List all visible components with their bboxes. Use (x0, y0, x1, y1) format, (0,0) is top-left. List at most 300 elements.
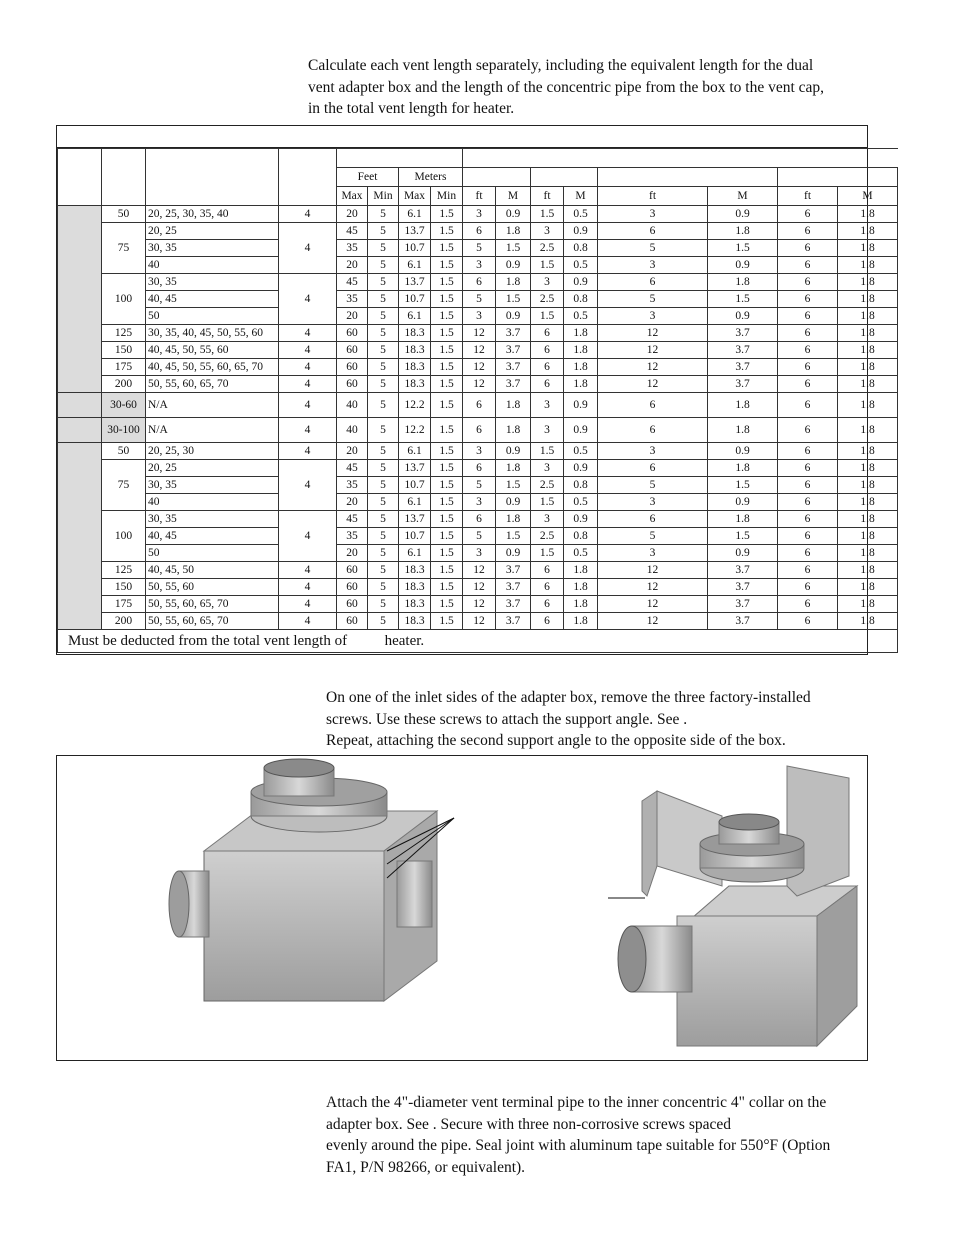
value-cell: 1.8 (838, 393, 898, 418)
value-cell: 1.5 (431, 511, 463, 528)
size-cell: 200 (102, 613, 146, 630)
value-cell: 0.5 (564, 257, 598, 274)
value-cell: 1.8 (838, 613, 898, 630)
para2-line: Repeat, attaching the second support angle to the opposite side of the box. (326, 732, 786, 749)
value-cell: 5 (368, 511, 399, 528)
table-row (58, 494, 898, 511)
value-cell: 1.5 (431, 274, 463, 291)
value-cell: 5 (368, 418, 399, 443)
value-cell: 35 (337, 240, 368, 257)
value-cell: 13.7 (399, 223, 431, 240)
value-cell: 60 (337, 359, 368, 376)
sub-header-cell: Max (399, 187, 431, 206)
value-cell: 6 (531, 359, 564, 376)
vent-size-cell: 4 (279, 223, 337, 274)
value-cell: 60 (337, 325, 368, 342)
model-cell: 20, 25 (146, 223, 279, 240)
value-cell: 5 (368, 359, 399, 376)
value-cell: 1.5 (431, 418, 463, 443)
value-cell: 3.7 (496, 596, 531, 613)
value-cell: 6 (778, 257, 838, 274)
value-cell: 12 (463, 579, 496, 596)
value-cell: 3.7 (708, 613, 778, 630)
value-cell: 45 (337, 274, 368, 291)
value-cell: 1.5 (708, 291, 778, 308)
value-cell: 3.7 (496, 376, 531, 393)
value-cell: 1.8 (564, 359, 598, 376)
value-cell: 5 (368, 613, 399, 630)
value-cell: 45 (337, 223, 368, 240)
vent-size-cell: 4 (279, 393, 337, 418)
value-cell: 5 (368, 223, 399, 240)
intro-line: vent adapter box and the length of the concentric pipe from the box to the vent cap, (308, 78, 825, 96)
value-cell: 12 (598, 613, 708, 630)
table-row (58, 240, 898, 257)
table-row (58, 545, 898, 562)
model-cell: 50 (146, 545, 279, 562)
para2-line: screws. Use these screws to attach the support angle. See . (326, 710, 688, 728)
size-cell: 100 (102, 274, 146, 325)
value-cell: 3.7 (708, 562, 778, 579)
value-cell: 3 (598, 545, 708, 562)
table-row (58, 308, 898, 325)
size-cell: 100 (102, 511, 146, 562)
size-cell: 75 (102, 460, 146, 511)
value-cell: 45 (337, 511, 368, 528)
table-row (58, 393, 898, 418)
value-cell: 1.8 (838, 443, 898, 460)
value-cell: 1.5 (708, 240, 778, 257)
value-cell: 5 (463, 291, 496, 308)
size-cell: 150 (102, 342, 146, 359)
value-cell: 0.5 (564, 494, 598, 511)
model-cell: 30, 35 (146, 511, 279, 528)
para3-line: adapter box. See . Secure with three non-corrosive screws spaced (326, 1115, 731, 1133)
value-cell: 0.5 (564, 206, 598, 223)
value-cell: 1.8 (838, 477, 898, 494)
value-cell: 6 (778, 494, 838, 511)
value-cell: 1.5 (531, 494, 564, 511)
value-cell: 1.5 (431, 579, 463, 596)
value-cell: 3.7 (496, 613, 531, 630)
value-cell: 1.5 (431, 393, 463, 418)
value-cell: 5 (598, 240, 708, 257)
model-cell: 40 (146, 257, 279, 274)
value-cell: 3 (531, 418, 564, 443)
value-cell: 6 (531, 613, 564, 630)
value-cell: 3 (598, 308, 708, 325)
value-cell: 5 (368, 460, 399, 477)
para3-line: Attach the 4"-diameter vent terminal pipe to the inner concentric 4" collar on the (326, 1094, 827, 1111)
value-cell: 6 (778, 223, 838, 240)
sub-header-cell: M (496, 187, 531, 206)
value-cell: 6 (778, 291, 838, 308)
value-cell: 0.9 (564, 223, 598, 240)
value-cell: 3 (463, 545, 496, 562)
terminal-pipe-paragraph (326, 1092, 869, 1178)
value-cell: 3 (598, 206, 708, 223)
value-cell: 0.5 (564, 545, 598, 562)
value-cell: 2.5 (531, 528, 564, 545)
value-cell: 3.7 (496, 562, 531, 579)
value-cell: 35 (337, 477, 368, 494)
vent-size-cell: 4 (279, 596, 337, 613)
value-cell: 1.5 (431, 562, 463, 579)
value-cell: 5 (368, 477, 399, 494)
value-cell: 6.1 (399, 257, 431, 274)
value-cell: 5 (598, 528, 708, 545)
value-cell: 0.9 (564, 393, 598, 418)
value-cell: 45 (337, 460, 368, 477)
value-cell: 60 (337, 562, 368, 579)
value-cell: 20 (337, 206, 368, 223)
vent-size-cell: 4 (279, 359, 337, 376)
value-cell: 3.7 (708, 376, 778, 393)
vent-size-cell: 4 (279, 274, 337, 325)
value-cell: 12 (598, 579, 708, 596)
value-cell: 1.8 (838, 257, 898, 274)
para2-line: On one of the inlet sides of the adapter box, remove the three factory-installed (326, 689, 811, 706)
value-cell: 6 (778, 206, 838, 223)
value-cell: 1.5 (431, 223, 463, 240)
value-cell: 6 (778, 393, 838, 418)
value-cell: 0.9 (564, 418, 598, 443)
value-cell: 20 (337, 443, 368, 460)
table-row (58, 596, 898, 613)
value-cell: 3 (531, 393, 564, 418)
table-row (58, 376, 898, 393)
value-cell: 35 (337, 291, 368, 308)
value-cell: 5 (463, 477, 496, 494)
value-cell: 5 (368, 443, 399, 460)
value-cell: 12 (463, 359, 496, 376)
value-cell: 1.8 (838, 223, 898, 240)
value-cell: 3.7 (496, 579, 531, 596)
group-cell (58, 443, 102, 630)
value-cell: 1.5 (431, 257, 463, 274)
value-cell: 6.1 (399, 443, 431, 460)
value-cell: 5 (463, 240, 496, 257)
value-cell: 6 (598, 460, 708, 477)
size-cell: 75 (102, 223, 146, 274)
value-cell: 1.5 (431, 291, 463, 308)
value-cell: 18.3 (399, 359, 431, 376)
group-cell (58, 393, 102, 418)
adapter-box-illustrations (57, 756, 867, 1060)
value-cell: 6 (778, 240, 838, 257)
table-row (58, 460, 898, 477)
model-cell: 40, 45, 50, 55, 60 (146, 342, 279, 359)
value-cell: 0.8 (564, 291, 598, 308)
value-cell: 1.8 (838, 528, 898, 545)
value-cell: 12 (598, 359, 708, 376)
sub-header-cell: M (708, 187, 778, 206)
value-cell: 6 (778, 460, 838, 477)
value-cell: 6 (778, 613, 838, 630)
value-cell: 18.3 (399, 596, 431, 613)
table-row (58, 528, 898, 545)
value-cell: 60 (337, 376, 368, 393)
vent-length-table (56, 125, 875, 655)
value-cell: 5 (368, 206, 399, 223)
value-cell: 1.5 (531, 257, 564, 274)
table-row (58, 418, 898, 443)
value-cell: 3 (531, 460, 564, 477)
value-cell: 12 (598, 376, 708, 393)
value-cell: 10.7 (399, 528, 431, 545)
value-cell: 3 (598, 443, 708, 460)
value-cell: 3 (463, 257, 496, 274)
value-cell: 1.8 (838, 274, 898, 291)
table-row (58, 274, 898, 291)
value-cell: 20 (337, 545, 368, 562)
size-cell: 150 (102, 579, 146, 596)
value-cell: 0.9 (708, 257, 778, 274)
value-cell: 1.8 (838, 308, 898, 325)
value-cell: 3 (598, 257, 708, 274)
value-cell: 6.1 (399, 308, 431, 325)
value-cell: 1.5 (431, 325, 463, 342)
value-cell: 12 (598, 562, 708, 579)
table-row (58, 359, 898, 376)
table-row (58, 443, 898, 460)
value-cell: 6 (463, 393, 496, 418)
size-cell: 50 (102, 206, 146, 223)
value-cell: 12 (598, 596, 708, 613)
value-cell: 1.5 (431, 206, 463, 223)
size-cell: 200 (102, 376, 146, 393)
value-cell: 6 (463, 274, 496, 291)
model-cell: 20, 25, 30 (146, 443, 279, 460)
value-cell: 13.7 (399, 274, 431, 291)
value-cell: 18.3 (399, 376, 431, 393)
value-cell: 3 (463, 206, 496, 223)
value-cell: 5 (598, 291, 708, 308)
value-cell: 60 (337, 579, 368, 596)
value-cell: 1.8 (496, 274, 531, 291)
model-cell: 50, 55, 60 (146, 579, 279, 596)
value-cell: 1.8 (564, 579, 598, 596)
vent-size-cell: 4 (279, 511, 337, 562)
value-cell: 1.8 (838, 596, 898, 613)
value-cell: 1.8 (564, 562, 598, 579)
value-cell: 6 (778, 418, 838, 443)
value-cell: 5 (368, 240, 399, 257)
value-cell: 6 (598, 393, 708, 418)
value-cell: 0.9 (708, 545, 778, 562)
value-cell: 3 (531, 223, 564, 240)
value-cell: 6 (531, 562, 564, 579)
table-row (58, 223, 898, 240)
table-row (58, 511, 898, 528)
value-cell: 1.5 (431, 342, 463, 359)
table-title-bar (57, 126, 867, 148)
value-cell: 6 (463, 460, 496, 477)
value-cell: 1.5 (708, 528, 778, 545)
intro-line: in the total vent length for heater. (308, 100, 515, 117)
model-cell: 30, 35 (146, 274, 279, 291)
table-row (58, 342, 898, 359)
adapter-box-right (608, 766, 857, 1046)
sub-header-cell: ft (778, 187, 838, 206)
value-cell: 1.8 (838, 494, 898, 511)
value-cell: 5 (368, 596, 399, 613)
sub-header-cell: M (838, 187, 898, 206)
value-cell: 1.8 (708, 393, 778, 418)
vent-size-cell: 4 (279, 460, 337, 511)
value-cell: 1.8 (838, 376, 898, 393)
value-cell: 12 (463, 376, 496, 393)
vent-size-cell: 4 (279, 376, 337, 393)
value-cell: 6 (778, 325, 838, 342)
value-cell: 0.9 (564, 511, 598, 528)
value-cell: 18.3 (399, 562, 431, 579)
value-cell: 6 (463, 223, 496, 240)
value-cell: 0.5 (564, 443, 598, 460)
value-cell: 1.8 (708, 223, 778, 240)
value-cell: 12 (598, 342, 708, 359)
value-cell: 1.8 (838, 291, 898, 308)
value-cell: 0.9 (708, 494, 778, 511)
value-cell: 1.5 (431, 376, 463, 393)
value-cell: 1.5 (531, 545, 564, 562)
value-cell: 13.7 (399, 511, 431, 528)
value-cell: 6 (778, 528, 838, 545)
table-row (58, 579, 898, 596)
value-cell: 1.8 (564, 342, 598, 359)
value-cell: 6 (598, 418, 708, 443)
value-cell: 60 (337, 342, 368, 359)
feet-header: Feet (337, 168, 399, 187)
value-cell: 6 (463, 418, 496, 443)
value-cell: 1.5 (496, 477, 531, 494)
value-cell: 6 (778, 562, 838, 579)
value-cell: 1.8 (838, 511, 898, 528)
value-cell: 5 (368, 494, 399, 511)
value-cell: 1.8 (564, 325, 598, 342)
intro-paragraph (308, 55, 869, 120)
value-cell: 20 (337, 494, 368, 511)
value-cell: 1.5 (431, 460, 463, 477)
value-cell: 6 (598, 274, 708, 291)
value-cell: 40 (337, 393, 368, 418)
value-cell: 1.8 (838, 240, 898, 257)
value-cell: 18.3 (399, 579, 431, 596)
size-cell: 125 (102, 562, 146, 579)
value-cell: 3 (531, 511, 564, 528)
sub-header-cell: ft (531, 187, 564, 206)
table-row (58, 325, 898, 342)
value-cell: 5 (368, 274, 399, 291)
value-cell: 3 (463, 308, 496, 325)
value-cell: 5 (368, 545, 399, 562)
value-cell: 1.8 (838, 359, 898, 376)
value-cell: 60 (337, 613, 368, 630)
value-cell: 1.8 (496, 223, 531, 240)
value-cell: 6 (778, 596, 838, 613)
value-cell: 3.7 (708, 342, 778, 359)
value-cell: 20 (337, 308, 368, 325)
sub-header-cell: Min (431, 187, 463, 206)
value-cell: 12 (463, 613, 496, 630)
value-cell: 40 (337, 418, 368, 443)
value-cell: 6 (531, 325, 564, 342)
value-cell: 18.3 (399, 342, 431, 359)
value-cell: 5 (368, 376, 399, 393)
value-cell: 5 (463, 528, 496, 545)
value-cell: 6 (531, 579, 564, 596)
value-cell: 5 (368, 325, 399, 342)
value-cell: 0.9 (708, 206, 778, 223)
table-row (58, 206, 898, 223)
value-cell: 60 (337, 596, 368, 613)
model-cell: 40, 45, 50 (146, 562, 279, 579)
value-cell: 0.9 (496, 545, 531, 562)
value-cell: 0.8 (564, 528, 598, 545)
value-cell: 6 (531, 596, 564, 613)
value-cell: 1.5 (431, 240, 463, 257)
value-cell: 12 (463, 562, 496, 579)
model-cell: 40 (146, 494, 279, 511)
header-row-1 (58, 149, 898, 168)
value-cell: 1.5 (431, 359, 463, 376)
value-cell: 5 (368, 291, 399, 308)
value-cell: 5 (368, 562, 399, 579)
value-cell: 12 (463, 596, 496, 613)
model-cell: 40, 45 (146, 291, 279, 308)
model-cell: 40, 45 (146, 528, 279, 545)
value-cell: 1.5 (431, 443, 463, 460)
value-cell: 1.8 (838, 460, 898, 477)
value-cell: 6 (531, 376, 564, 393)
value-cell: 5 (368, 528, 399, 545)
value-cell: 1.8 (708, 418, 778, 443)
model-cell: 50, 55, 60, 65, 70 (146, 376, 279, 393)
value-cell: 0.9 (496, 206, 531, 223)
value-cell: 6 (598, 223, 708, 240)
value-cell: 3.7 (708, 325, 778, 342)
model-cell: N/A (146, 393, 279, 418)
value-cell: 6 (778, 477, 838, 494)
model-cell: N/A (146, 418, 279, 443)
model-cell: 20, 25, 30, 35, 40 (146, 206, 279, 223)
sub-header-cell: Min (368, 187, 399, 206)
value-cell: 10.7 (399, 240, 431, 257)
value-cell: 6 (778, 443, 838, 460)
value-cell: 1.8 (838, 579, 898, 596)
group-cell (58, 418, 102, 443)
value-cell: 0.5 (564, 308, 598, 325)
model-cell: 50, 55, 60, 65, 70 (146, 596, 279, 613)
value-cell: 3.7 (708, 596, 778, 613)
value-cell: 1.8 (564, 613, 598, 630)
size-cell: 30-100 (102, 418, 146, 443)
value-cell: 1.5 (531, 308, 564, 325)
value-cell: 18.3 (399, 613, 431, 630)
model-cell: 30, 35 (146, 477, 279, 494)
model-cell: 40, 45, 50, 55, 60, 65, 70 (146, 359, 279, 376)
value-cell: 5 (368, 308, 399, 325)
size-cell: 125 (102, 325, 146, 342)
support-angle-paragraph (326, 687, 869, 752)
value-cell: 5 (368, 579, 399, 596)
value-cell: 10.7 (399, 477, 431, 494)
value-cell: 5 (368, 393, 399, 418)
value-cell: 12.2 (399, 418, 431, 443)
value-cell: 20 (337, 257, 368, 274)
value-cell: 1.8 (708, 274, 778, 291)
value-cell: 0.8 (564, 477, 598, 494)
